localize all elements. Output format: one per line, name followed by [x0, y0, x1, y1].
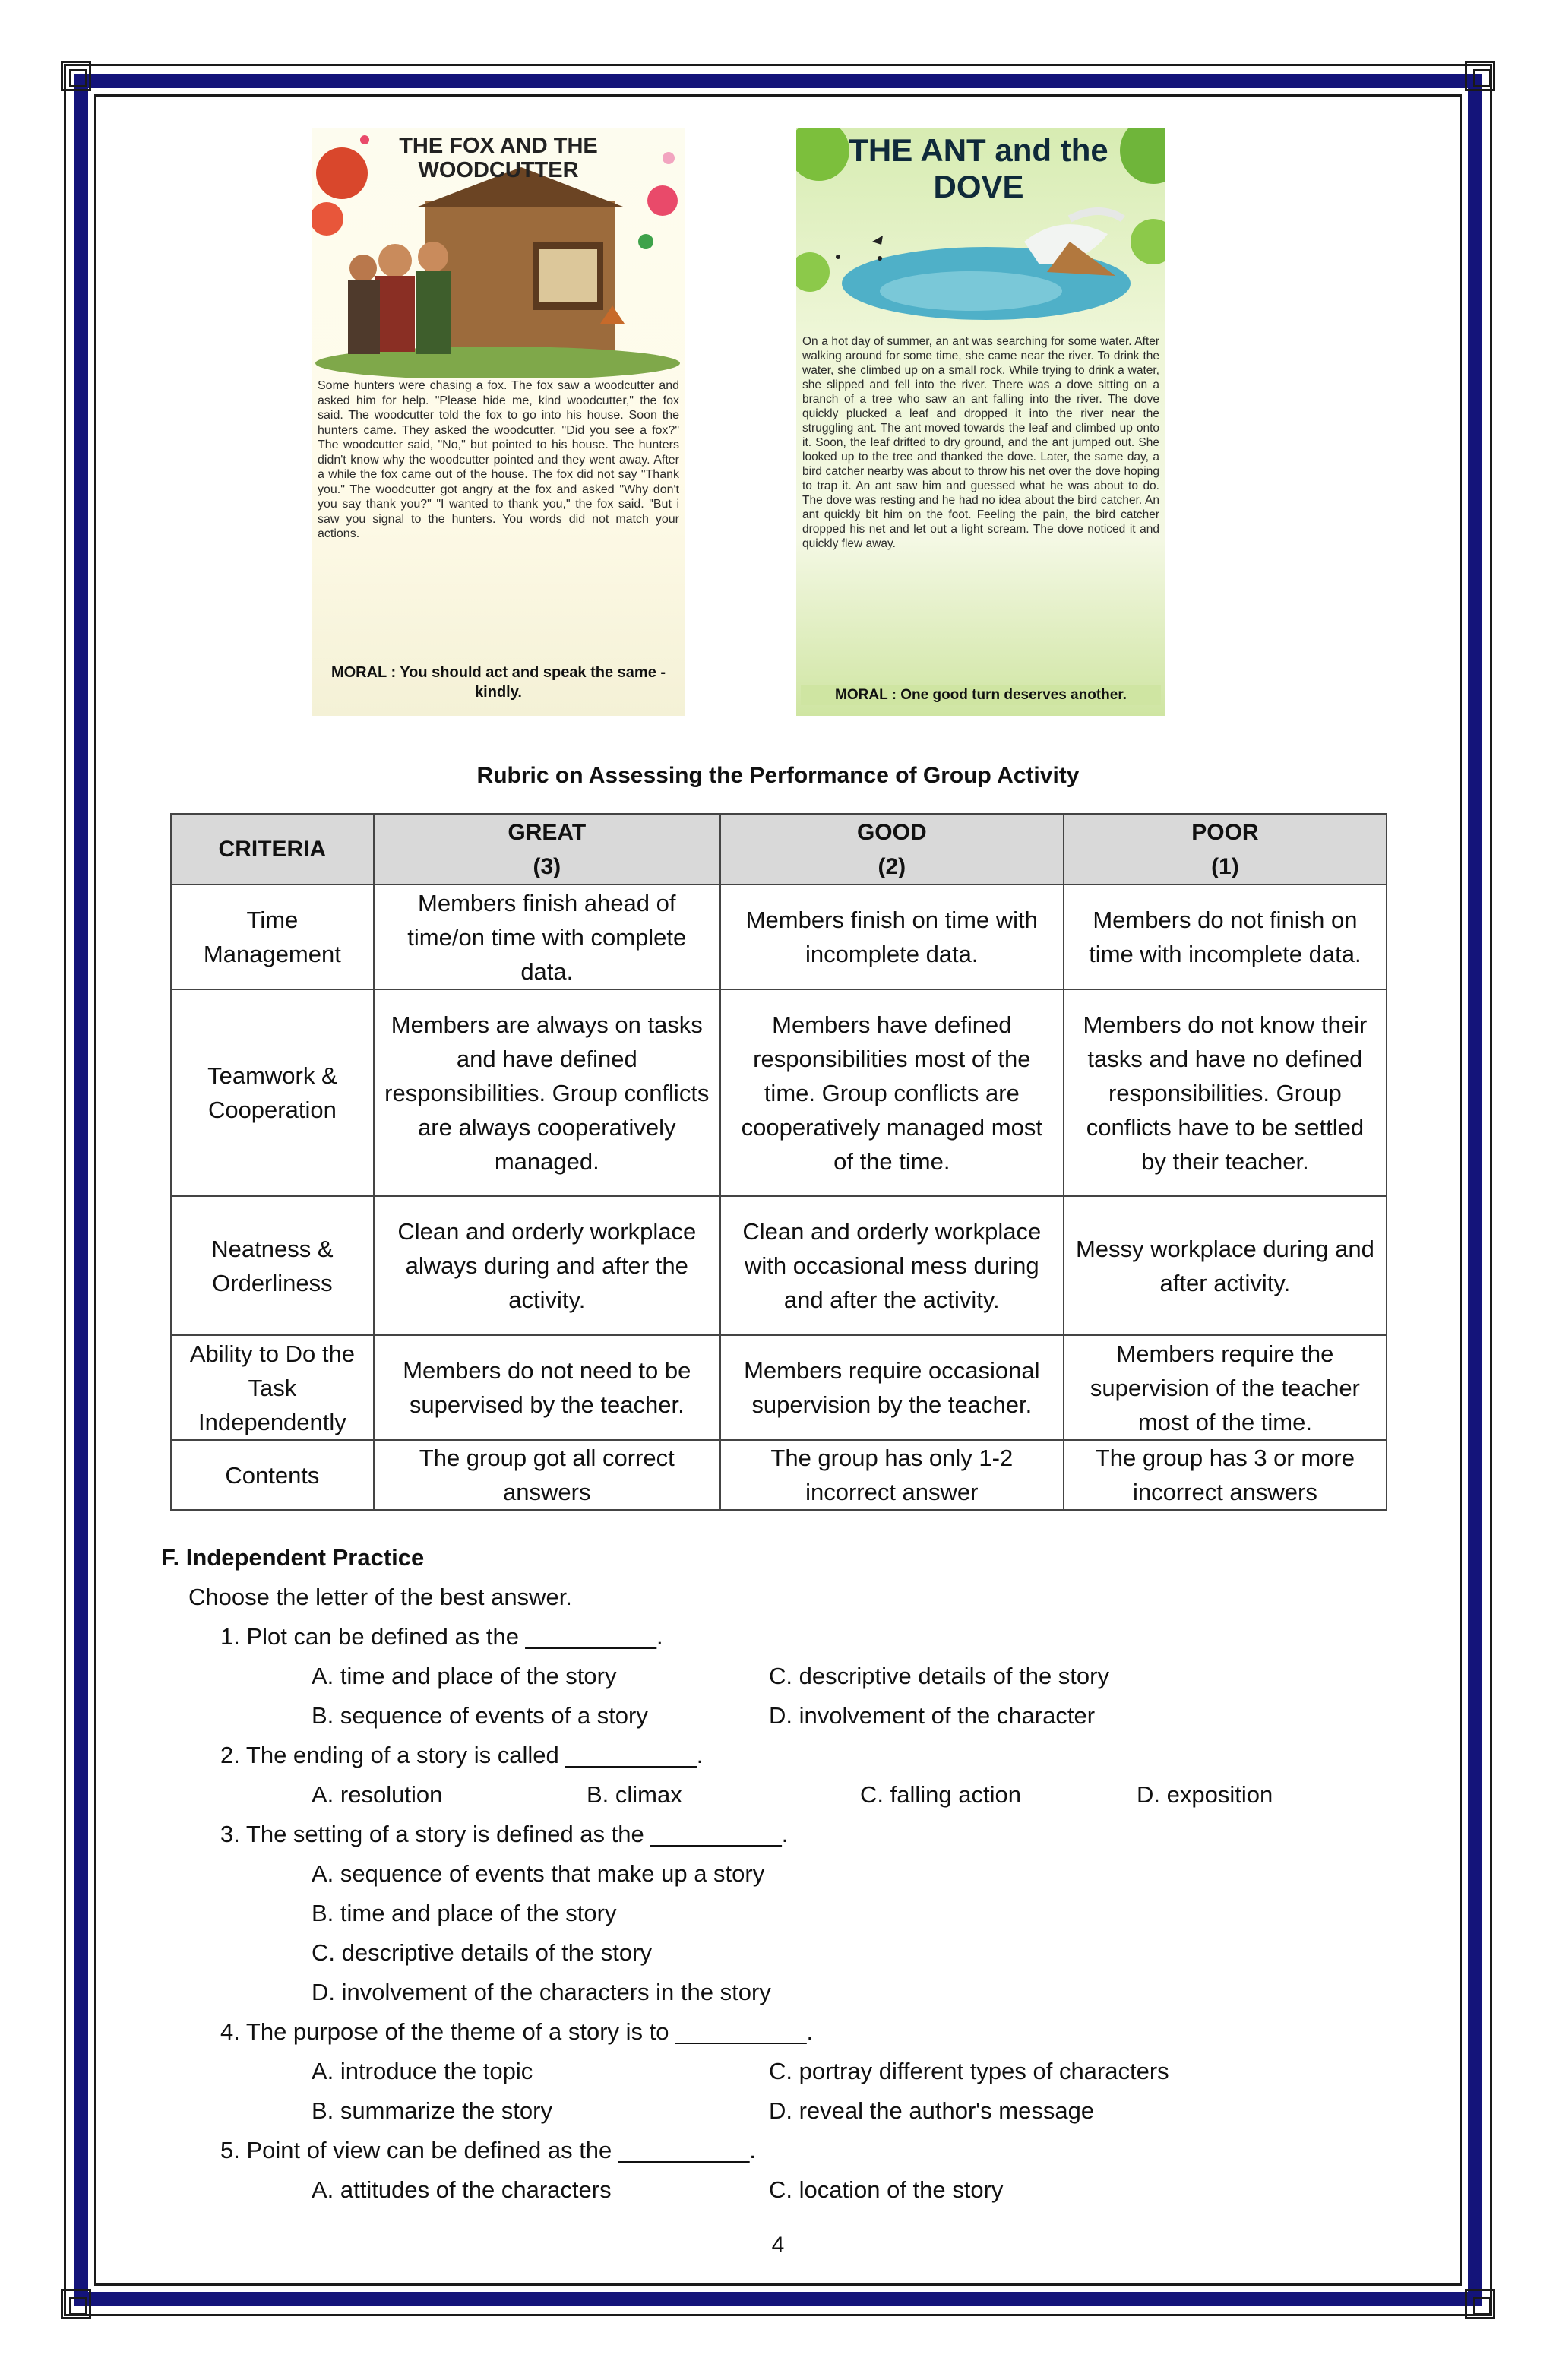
table-row [171, 1335, 1387, 1440]
cell-poor: Messy workplace during and after activity. [1064, 1196, 1387, 1335]
instruction-text: Choose the letter of the best answer. [188, 1584, 572, 1610]
choice-5a: A. attitudes of the characters [312, 2176, 612, 2203]
choice-4d: D. reveal the author's message [769, 2097, 1095, 2124]
question-5: 5. Point of view can be defined as the __________. [220, 2137, 756, 2163]
choice-1b: B. sequence of events of a story [312, 1702, 648, 1729]
story-moral: MORAL : One good turn deserves another. [801, 685, 1161, 705]
story-moral: MORAL : You should act and speak the same - kindly. [330, 664, 666, 701]
choice-3a: A. sequence of events that make up a story [312, 1860, 765, 1887]
column-header-criteria: CRITERIA [171, 814, 374, 885]
corner-ornament [1465, 61, 1495, 91]
corner-ornament [1465, 2289, 1495, 2319]
choice-4b: B. summarize the story [312, 2097, 552, 2124]
question-4: 4. The purpose of the theme of a story is to __________. [220, 2018, 814, 2045]
header-label: GOOD [856, 819, 927, 845]
header-score: (2) [878, 853, 906, 879]
header-score: (3) [533, 853, 561, 879]
cell-great: Members do not need to be supervised by the teacher. [374, 1335, 720, 1440]
choice-2c: C. falling action [860, 1781, 1021, 1808]
choice-1c: C. descriptive details of the story [769, 1663, 1109, 1689]
header-score: (1) [1211, 853, 1239, 879]
column-header-great [374, 814, 720, 885]
table-header-row [171, 814, 1387, 885]
question-1: 1. Plot can be defined as the __________. [220, 1623, 663, 1650]
story-text: On a hot day of summer, an ant was searching for some water. After walking around for some time, she came near the river. To drink the water, she climbed up on a small rock. While trying to drink a water, she slipped and fell into the river. There was a dove sitting on a branch of a tree who saw an ant falling into the river. The dove quickly plucked a leaf and dropped it into the river near the struggling ant. The ant moved towards the leaf and climbed up onto it. Soon, the leaf drifted to dry ground, and the ant jumped out. She looked up to the tree and thanked the dove. Later, the same day, a bird catcher nearby was about to throw his net over the dove hoping to trap it. An ant saw him and guessed what he was about to do. The dove was resting and he had no idea about the bird catcher. An ant quickly bit him on the foot. Feeling the pain, the bird catcher dropped his net and let out a light scream. The dove noticed it and quickly flew away. [802, 335, 1159, 550]
choice-3c: C. descriptive details of the story [312, 1939, 652, 1966]
header-label: GREAT [508, 819, 587, 845]
cell-good: Members require occasional supervision by the teacher. [720, 1335, 1064, 1440]
table-row [171, 885, 1387, 989]
header-label: POOR [1191, 819, 1259, 845]
cell-criteria: Contents [171, 1440, 374, 1510]
cell-great: Clean and orderly workplace always during and after the activity. [374, 1196, 720, 1335]
choice-1a: A. time and place of the story [312, 1663, 617, 1689]
page-number: 4 [771, 2233, 785, 2258]
corner-ornament [61, 2289, 91, 2319]
rubric-title: Rubric on Assessing the Performance of Group Activity [476, 763, 1080, 788]
cell-great: Members are always on tasks and have defined responsibilities. Group conflicts are always cooperatively managed. [374, 989, 720, 1196]
cell-criteria: Neatness & Orderliness [171, 1196, 374, 1335]
cell-good: Clean and orderly workplace with occasional mess during and after the activity. [720, 1196, 1064, 1335]
section-heading: F. Independent Practice [161, 1544, 425, 1571]
choice-2d: D. exposition [1137, 1781, 1273, 1808]
question-3: 3. The setting of a story is defined as the __________. [220, 1821, 789, 1847]
choice-4c: C. portray different types of characters [769, 2058, 1169, 2084]
choice-5c: C. location of the story [769, 2176, 1004, 2203]
column-header-good [720, 814, 1064, 885]
cell-good: The group has only 1-2 incorrect answer [720, 1440, 1064, 1510]
cell-poor: Members do not know their tasks and have no defined responsibilities. Group conflicts have to be settled by their teacher. [1064, 989, 1387, 1196]
choice-1d: D. involvement of the character [769, 1702, 1096, 1729]
story-image-ant-dove [796, 128, 1165, 716]
cell-poor: Members require the supervision of the teacher most of the time. [1064, 1335, 1387, 1440]
rubric-table [170, 813, 1387, 1511]
corner-ornament [61, 61, 91, 91]
choice-4a: A. introduce the topic [312, 2058, 533, 2084]
cell-poor: The group has 3 or more incorrect answers [1064, 1440, 1387, 1510]
cell-great: The group got all correct answers [374, 1440, 720, 1510]
choice-2b: B. climax [587, 1781, 682, 1808]
table-row [171, 1440, 1387, 1510]
choice-3b: B. time and place of the story [312, 1900, 617, 1926]
cell-criteria: Ability to Do the Task Independently [171, 1335, 374, 1440]
cell-great: Members finish ahead of time/on time with complete data. [374, 885, 720, 989]
story-image-fox-woodcutter [312, 128, 685, 716]
cell-good: Members finish on time with incomplete data. [720, 885, 1064, 989]
column-header-poor [1064, 814, 1387, 885]
choice-2a: A. resolution [312, 1781, 443, 1808]
story-text: Some hunters were chasing a fox. The fox saw a woodcutter and asked him for help. "Please hide me, kind woodcutter," the fox said. The woodcutter told the fox to go into his house. Soon the hunters came. They asked the woodcutter, "Did you see a fox?" The woodcutter said, "No," but pointed to his house. The hunters didn't know why the woodcutter pointed and they went away. After a while the fox came out of the house. The fox did not say "Thank you." The woodcutter got angry at the fox and asked "Why don't you say thank you?" "I wanted to thank you," the fox said. "But i saw you signal to the hunters. You words did not match your actions. [318, 379, 679, 540]
table-row [171, 989, 1387, 1196]
table-row [171, 1196, 1387, 1335]
cell-criteria: Teamwork & Cooperation [171, 989, 374, 1196]
question-2: 2. The ending of a story is called __________. [220, 1742, 704, 1768]
cell-poor: Members do not finish on time with incomplete data. [1064, 885, 1387, 989]
cell-good: Members have defined responsibilities most of the time. Group conflicts are cooperatively managed most of the time. [720, 989, 1064, 1196]
cell-criteria: Time Management [171, 885, 374, 989]
story-title: THE ANT and the DOVE [849, 132, 1108, 204]
choice-3d: D. involvement of the characters in the story [312, 1979, 771, 2005]
story-title: THE FOX AND THE WOODCUTTER [399, 134, 598, 182]
